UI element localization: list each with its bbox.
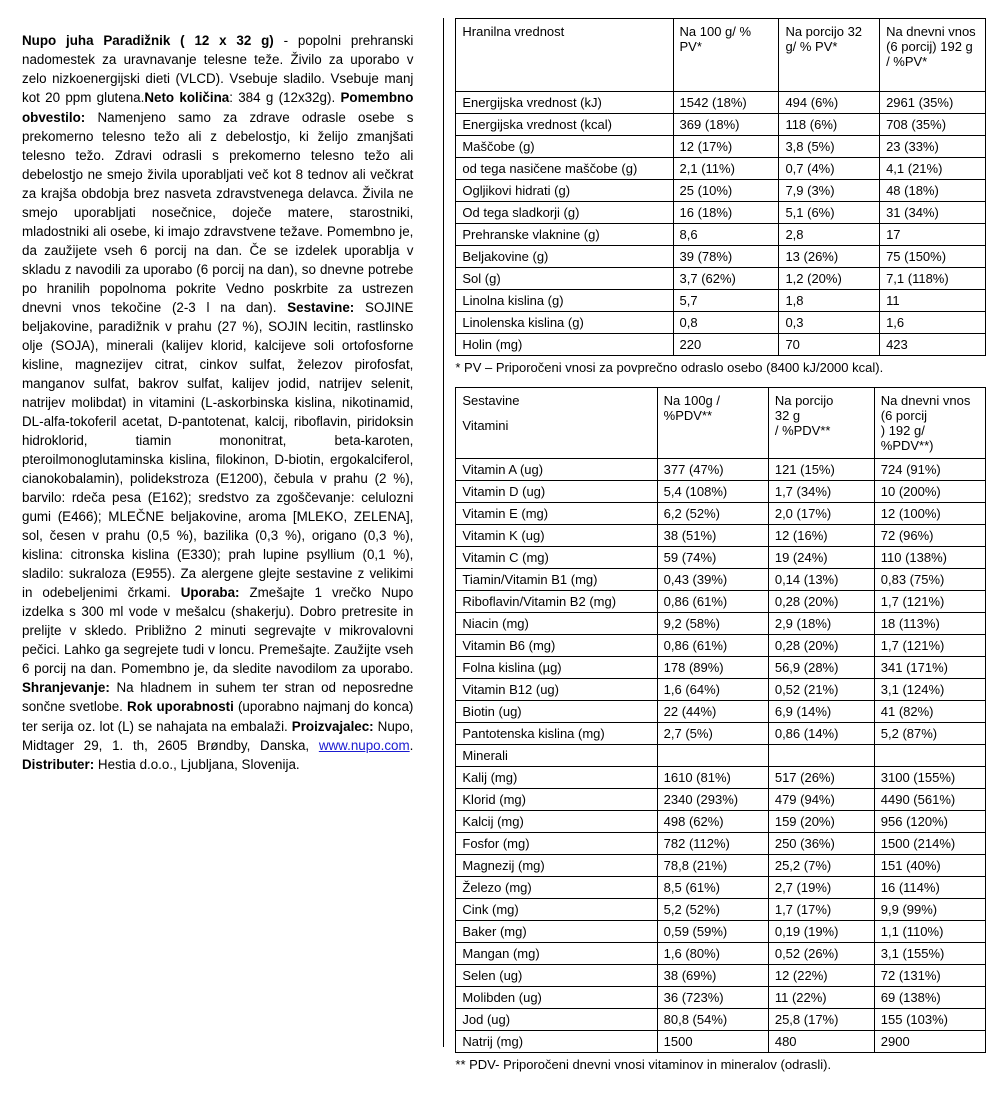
cell-name: Energijska vrednost (kJ): [456, 92, 673, 114]
cell-name: Riboflavin/Vitamin B2 (mg): [456, 591, 657, 613]
cell-perday: 10 (200%): [874, 481, 985, 503]
table-row: [456, 1009, 986, 1031]
cell-name: Cink (mg): [456, 899, 657, 921]
table-row: [456, 503, 986, 525]
cell-name: od tega nasičene maščobe (g): [456, 158, 673, 180]
cell-name: Beljakovine (g): [456, 246, 673, 268]
cell-per100g: 2,1 (11%): [673, 158, 779, 180]
warning-text: Namenjeno samo za zdrave odrasle osebe s prekomerno telesno težo ali z debelostjo, ki želijo zmanjšati telesno težo. Zdravi odrasli s prekomerno telesno težo ali debelostjo ne smejo živila uporabljati več kot 8 tednov ali večkrat za krajša obdobja brez nasveta zdravstvenega delavca. Živila ne smejo uporabljati nosečnice, doječe matere, starostniki, mladostniki ali osebe, ki imajo zdravstvene težave. Pomembno je, da zaužijete vseh 6 porcij na dan. Če se izdelek uporablja v skladu z navodili za uporabo (6 porcij na dan), so dnevne potrebe po hranilih popolnoma pokrite Vedno poskrbite za ustrezen dnevni vnos tekočine (2-3 l na dan).: [22, 109, 414, 315]
cell-empty: [874, 745, 985, 767]
cell-perportion: 0,86 (14%): [768, 723, 874, 745]
cell-perportion: 5,1 (6%): [779, 202, 880, 224]
cell-perday: 151 (40%): [874, 855, 985, 877]
manufacturer-website-link[interactable]: www.nupo.com: [318, 737, 410, 753]
vitamins-header-perday: [874, 388, 985, 459]
cell-perportion: 12 (22%): [768, 965, 874, 987]
cell-name: Selen (ug): [456, 965, 657, 987]
cell-per100g: 220: [673, 334, 779, 356]
cell-perday: 110 (138%): [874, 547, 985, 569]
product-description-column: [22, 18, 423, 1089]
vitamins-table-body: [456, 459, 986, 1053]
cell-per100g: 9,2 (58%): [657, 613, 768, 635]
table-row: [456, 114, 986, 136]
cell-perportion: 0,3: [779, 312, 880, 334]
cell-name: Mangan (mg): [456, 943, 657, 965]
table-row: [456, 613, 986, 635]
vitamins-header-perportion: [768, 388, 874, 459]
cell-name: Od tega sladkorji (g): [456, 202, 673, 224]
cell-perday: 7,1 (118%): [880, 268, 986, 290]
cell-perportion: 0,14 (13%): [768, 569, 874, 591]
cell-per100g: 59 (74%): [657, 547, 768, 569]
cell-perday: 708 (35%): [880, 114, 986, 136]
cell-perportion: 13 (26%): [779, 246, 880, 268]
cell-name: Prehranske vlaknine (g): [456, 224, 673, 246]
table-row: [456, 290, 986, 312]
vitamins-header-perday-line3: ) 192 g/ %PDV**): [880, 423, 934, 453]
cell-per100g: 0,86 (61%): [657, 591, 768, 613]
cell-perday: 1,1 (110%): [874, 921, 985, 943]
cell-perday: 0,83 (75%): [874, 569, 985, 591]
cell-perday: 18 (113%): [874, 613, 985, 635]
cell-perday: 9,9 (99%): [874, 899, 985, 921]
cell-name: Magnezij (mg): [456, 855, 657, 877]
cell-perportion: 2,9 (18%): [768, 613, 874, 635]
vitamins-header-perday-line1: Na dnevni vnos: [880, 393, 971, 408]
cell-perday: 72 (131%): [874, 965, 985, 987]
table-row: [456, 525, 986, 547]
manufacturer-text: Nupo, Midtager 29, 1. th, 2605 Brøndby, Danska,: [22, 718, 414, 753]
cell-name: Holin (mg): [456, 334, 673, 356]
cell-name: Linolenska kislina (g): [456, 312, 673, 334]
cell-perportion: 250 (36%): [768, 833, 874, 855]
cell-name: Molibden (ug): [456, 987, 657, 1009]
cell-per100g: 0,59 (59%): [657, 921, 768, 943]
cell-empty: [657, 745, 768, 767]
cell-per100g: 178 (89%): [657, 657, 768, 679]
cell-perportion: 2,0 (17%): [768, 503, 874, 525]
nutrition-table-header-row: [456, 19, 986, 92]
table-row: [456, 767, 986, 789]
distributor-text: Hestia d.o.o., Ljubljana, Slovenija.: [94, 756, 300, 772]
table-row: [456, 246, 986, 268]
table-row: [456, 547, 986, 569]
vitamins-header-perportion-line1: Na porcijo: [774, 393, 834, 408]
table-row: [456, 965, 986, 987]
cell-perportion: 1,8: [779, 290, 880, 312]
table-row: [456, 312, 986, 334]
cell-name: Klorid (mg): [456, 789, 657, 811]
minerals-label: Minerali: [456, 745, 657, 767]
nutrition-header-per100g: Na 100 g/ % PV*: [673, 19, 779, 92]
nutrition-header-name: Hranilna vrednost: [456, 19, 673, 92]
warning-label: Pomembno obvestilo:: [22, 90, 414, 125]
table-row: [456, 657, 986, 679]
cell-name: Niacin (mg): [456, 613, 657, 635]
cell-name: Vitamin B12 (ug): [456, 679, 657, 701]
cell-per100g: 12 (17%): [673, 136, 779, 158]
cell-per100g: 8,5 (61%): [657, 877, 768, 899]
table-row: [456, 158, 986, 180]
cell-name: Energijska vrednost (kcal): [456, 114, 673, 136]
cell-perportion: 0,19 (19%): [768, 921, 874, 943]
cell-name: Vitamin C (mg): [456, 547, 657, 569]
table-row: [456, 701, 986, 723]
cell-perportion: 12 (16%): [768, 525, 874, 547]
cell-perday: 41 (82%): [874, 701, 985, 723]
cell-perday: 1,6: [880, 312, 986, 334]
product-description-text: [22, 31, 413, 773]
cell-perportion: 121 (15%): [768, 459, 874, 481]
table-row: [456, 180, 986, 202]
cell-perday: 75 (150%): [880, 246, 986, 268]
cell-perday: 31 (34%): [880, 202, 986, 224]
cell-perday: 2961 (35%): [880, 92, 986, 114]
storage-label: Shranjevanje:: [22, 680, 110, 696]
vitamins-table-header-row: [456, 388, 986, 459]
cell-name: Vitamin E (mg): [456, 503, 657, 525]
ingredients-label: Sestavine:: [287, 299, 355, 315]
cell-name: Jod (ug): [456, 1009, 657, 1031]
cell-per100g: 38 (69%): [657, 965, 768, 987]
cell-name: Vitamin A (ug): [456, 459, 657, 481]
cell-perportion: 479 (94%): [768, 789, 874, 811]
distributor-label: Distributer:: [22, 756, 95, 772]
cell-perday: 1500 (214%): [874, 833, 985, 855]
nutrition-table: [455, 18, 986, 356]
manufacturer-text-end: .: [409, 737, 414, 753]
cell-perportion: 0,28 (20%): [768, 635, 874, 657]
cell-name: Maščobe (g): [456, 136, 673, 158]
cell-per100g: 0,86 (61%): [657, 635, 768, 657]
cell-perday: 423: [880, 334, 986, 356]
cell-perday: 5,2 (87%): [874, 723, 985, 745]
table-row: [456, 202, 986, 224]
cell-per100g: 25 (10%): [673, 180, 779, 202]
product-title: Nupo juha Paradižnik ( 12 x 32 g): [22, 33, 274, 49]
vitamins-footnote: ** PDV- Priporočeni dnevni vnosi vitaminov in mineralov (odrasli).: [455, 1057, 832, 1072]
cell-perportion: 3,8 (5%): [779, 136, 880, 158]
table-row: [456, 481, 986, 503]
table-row: [456, 591, 986, 613]
ingredients-text: SOJINE beljakovine, paradižnik v prahu (27 %), SOJIN lecitin, rastlinsko olje (SOJA), minerali (kalijev klorid, kalcijeve soli ortofosforne kisline, magnezijev citrat, cinkov sulfat, železov pirofosfat, manganov sulfat, bakrov sulfat, kalijev jodid, natrijev selenit, natrijev molibdat) in vitamini (L-askorbinska kislina, nikotinamid, DL-alfa-tokoferil acetat, D-pantotenat, kalcij, riboflavin, piridoksin hidroklorid, tiamin mononitrat, beta-karoten, pteroilmonoglutaminska kislina, filokinon, D-biotin, ergokalciferol, cianokobalamin), polidekstroza (E1200), čebula v prahu (2 %), barvilo: rdeča pesa (E162); sredstvo za zgoščevanje: celulozni gumi (E466); MLEČNE beljakovine, aroma [MLEKO, ZELENA], sol, česen v prahu (0,5 %), bazilika (0,3 %), origano (0,3 %), kislina: citronska kislina (E330); prah lupine psyllium (0,1 %), sladilo: sukraloza (E955). Za alergene glejte sestavine z velikimi in odebeljenimi črkami.: [22, 299, 414, 601]
cell-perday: 956 (120%): [874, 811, 985, 833]
cell-perportion: 70: [779, 334, 880, 356]
cell-per100g: 5,7: [673, 290, 779, 312]
nutrition-header-perday: Na dnevni vnos (6 porcij) 192 g / %PV*: [880, 19, 986, 92]
table-row: [456, 92, 986, 114]
table-row: [456, 459, 986, 481]
table-row: [456, 136, 986, 158]
table-row: [456, 943, 986, 965]
nutrition-footnote: * PV – Priporočeni vnosi za povprečno odraslo osebo (8400 kJ/2000 kcal).: [455, 360, 884, 375]
cell-perday: 16 (114%): [874, 877, 985, 899]
vitamins-header-line2: Vitamini: [462, 418, 509, 433]
cell-perportion: 11 (22%): [768, 987, 874, 1009]
cell-perday: 1,7 (121%): [874, 591, 985, 613]
vitamins-header-perportion-line2: 32 g: [774, 408, 801, 423]
product-description: - popolni prehranski nadomestek za uravnavanje telesne teže. Živilo za uporabo v zelo nizkoenergijski dieti (VLCD). Vsebuje sladilo. Vsebuje manj kot 20 ppm glutena.: [22, 33, 414, 106]
cell-name: Vitamin D (ug): [456, 481, 657, 503]
cell-perday: 2900: [874, 1031, 985, 1053]
cell-perday: 4,1 (21%): [880, 158, 986, 180]
cell-per100g: 377 (47%): [657, 459, 768, 481]
cell-perday: 23 (33%): [880, 136, 986, 158]
cell-perday: 724 (91%): [874, 459, 985, 481]
cell-empty: [768, 745, 874, 767]
cell-perportion: 517 (26%): [768, 767, 874, 789]
cell-perday: 12 (100%): [874, 503, 985, 525]
table-row: [456, 789, 986, 811]
nutrition-header-perportion: Na porcijo 32 g/ % PV*: [779, 19, 880, 92]
table-row: [456, 921, 986, 943]
nutrition-column: [455, 18, 986, 1089]
table-row: [456, 833, 986, 855]
table-row: [456, 811, 986, 833]
cell-per100g: 1500: [657, 1031, 768, 1053]
nutrition-table-body: [456, 92, 986, 356]
vitamins-header-name: [456, 388, 657, 459]
cell-name: Tiamin/Vitamin B1 (mg): [456, 569, 657, 591]
cell-per100g: 1542 (18%): [673, 92, 779, 114]
cell-perday: 3100 (155%): [874, 767, 985, 789]
cell-perday: 4490 (561%): [874, 789, 985, 811]
cell-per100g: 3,7 (62%): [673, 268, 779, 290]
cell-perday: 1,7 (121%): [874, 635, 985, 657]
cell-perportion: 0,28 (20%): [768, 591, 874, 613]
cell-perday: 72 (96%): [874, 525, 985, 547]
cell-per100g: 1,6 (64%): [657, 679, 768, 701]
cell-perday: 17: [880, 224, 986, 246]
table-row: [456, 224, 986, 246]
cell-perportion: 56,9 (28%): [768, 657, 874, 679]
vitamins-header-per100g-line2: %PDV**: [663, 408, 713, 423]
cell-perday: 11: [880, 290, 986, 312]
cell-perportion: 1,7 (34%): [768, 481, 874, 503]
table-row: [456, 268, 986, 290]
cell-per100g: 78,8 (21%): [657, 855, 768, 877]
vitamins-header-per100g: [657, 388, 768, 459]
cell-perportion: 2,7 (19%): [768, 877, 874, 899]
cell-perportion: 159 (20%): [768, 811, 874, 833]
cell-perportion: 480: [768, 1031, 874, 1053]
cell-per100g: 22 (44%): [657, 701, 768, 723]
column-divider: [443, 18, 444, 1047]
manufacturer-label: Proizvajalec:: [291, 718, 374, 734]
table-row: [456, 723, 986, 745]
cell-name: Ogljikovi hidrati (g): [456, 180, 673, 202]
cell-name: Baker (mg): [456, 921, 657, 943]
cell-perportion: 118 (6%): [779, 114, 880, 136]
cell-per100g: 39 (78%): [673, 246, 779, 268]
cell-perday: 3,1 (124%): [874, 679, 985, 701]
cell-name: Fosfor (mg): [456, 833, 657, 855]
table-row: [456, 877, 986, 899]
storage-text: Na hladnem in suhem ter stran od neposredne sončne svetlobe.: [22, 680, 414, 715]
cell-per100g: 1610 (81%): [657, 767, 768, 789]
cell-name: Sol (g): [456, 268, 673, 290]
vitamins-header-line1: Sestavine: [462, 393, 520, 408]
cell-perportion: 1,7 (17%): [768, 899, 874, 921]
cell-name: Vitamin B6 (mg): [456, 635, 657, 657]
net-quantity-value: : 384 g (12x32g).: [229, 90, 336, 106]
table-row: [456, 334, 986, 356]
cell-name: Natrij (mg): [456, 1031, 657, 1053]
cell-per100g: 498 (62%): [657, 811, 768, 833]
cell-per100g: 0,8: [673, 312, 779, 334]
cell-per100g: 5,2 (52%): [657, 899, 768, 921]
cell-name: Vitamin K (ug): [456, 525, 657, 547]
cell-perportion: 494 (6%): [779, 92, 880, 114]
cell-per100g: 36 (723%): [657, 987, 768, 1009]
cell-perportion: 2,8: [779, 224, 880, 246]
usage-text: Zmešajte 1 vrečko Nupo izdelka s 300 ml vode v mešalcu (shakerju). Dobro pretresite in prelijte v skledo. Približno 2 minuti segrevajte v mikrovalovni pečici. Lahko ga segrejete tudi v loncu. Premešajte. Zaužijte vseh 6 porcij na dan. Pomembno je, da sledite navodilom za uporabo.: [22, 585, 414, 677]
cell-perportion: 25,2 (7%): [768, 855, 874, 877]
cell-perday: 48 (18%): [880, 180, 986, 202]
cell-per100g: 782 (112%): [657, 833, 768, 855]
table-row: [456, 987, 986, 1009]
cell-perday: 341 (171%): [874, 657, 985, 679]
cell-perday: 155 (103%): [874, 1009, 985, 1031]
cell-per100g: 8,6: [673, 224, 779, 246]
cell-perportion: 25,8 (17%): [768, 1009, 874, 1031]
cell-per100g: 2340 (293%): [657, 789, 768, 811]
cell-per100g: 2,7 (5%): [657, 723, 768, 745]
cell-perportion: 19 (24%): [768, 547, 874, 569]
cell-perportion: 0,7 (4%): [779, 158, 880, 180]
cell-perday: 69 (138%): [874, 987, 985, 1009]
cell-perportion: 1,2 (20%): [779, 268, 880, 290]
table-row: [456, 855, 986, 877]
cell-name: Kalij (mg): [456, 767, 657, 789]
cell-name: Kalcij (mg): [456, 811, 657, 833]
cell-per100g: 38 (51%): [657, 525, 768, 547]
cell-name: Pantotenska kislina (mg): [456, 723, 657, 745]
cell-per100g: 16 (18%): [673, 202, 779, 224]
cell-name: Folna kislina (µg): [456, 657, 657, 679]
cell-perportion: 0,52 (21%): [768, 679, 874, 701]
cell-per100g: 0,43 (39%): [657, 569, 768, 591]
cell-perportion: 0,52 (26%): [768, 943, 874, 965]
table-row: [456, 1031, 986, 1053]
cell-perday: 3,1 (155%): [874, 943, 985, 965]
usage-label: Uporaba:: [180, 585, 240, 601]
minerals-section-row: [456, 745, 986, 767]
cell-per100g: 1,6 (80%): [657, 943, 768, 965]
cell-name: Železo (mg): [456, 877, 657, 899]
table-row: [456, 679, 986, 701]
cell-per100g: 80,8 (54%): [657, 1009, 768, 1031]
cell-per100g: 369 (18%): [673, 114, 779, 136]
net-quantity-label: Neto količina: [144, 90, 230, 106]
vitamins-header-per100g-line1: Na 100g /: [663, 393, 721, 408]
table-row: [456, 569, 986, 591]
cell-per100g: 5,4 (108%): [657, 481, 768, 503]
table-row: [456, 899, 986, 921]
expiry-label: Rok uporabnosti: [127, 699, 234, 715]
cell-perportion: 7,9 (3%): [779, 180, 880, 202]
cell-name: Linolna kislina (g): [456, 290, 673, 312]
expiry-text: (uporabno najmanj do konca) ter serija oz. lot (L) se nahajata na embalaži.: [22, 699, 414, 734]
cell-name: Biotin (ug): [456, 701, 657, 723]
cell-per100g: 6,2 (52%): [657, 503, 768, 525]
cell-perportion: 6,9 (14%): [768, 701, 874, 723]
vitamins-header-perday-line2: (6 porcij: [880, 408, 928, 423]
vitamins-header-perportion-line3: / %PDV**: [774, 423, 831, 438]
vitamins-minerals-table: [455, 387, 986, 1053]
table-row: [456, 635, 986, 657]
